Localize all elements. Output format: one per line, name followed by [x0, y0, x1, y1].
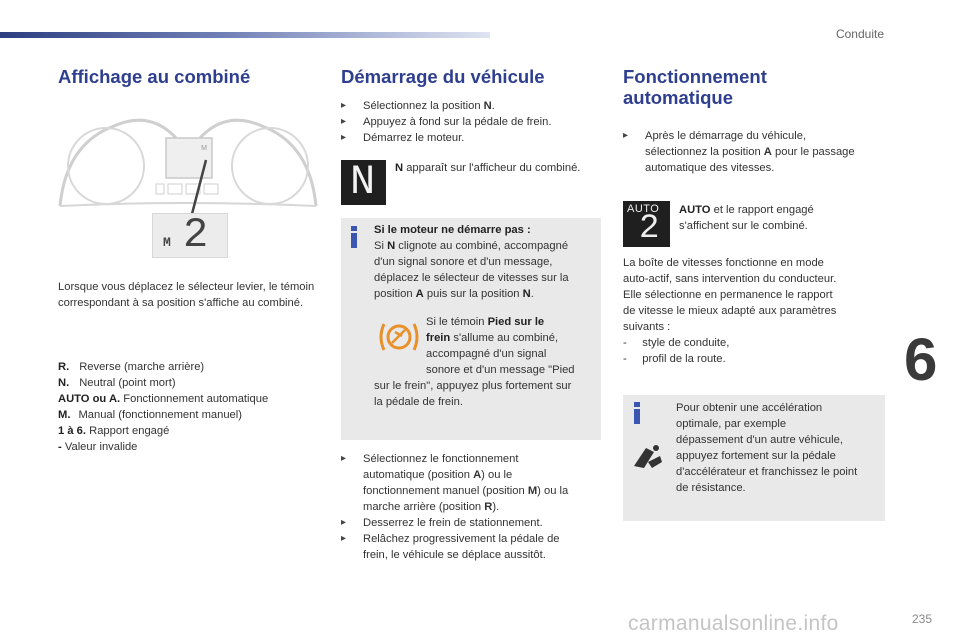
step-item: ▸ Démarrez le moteur.	[341, 132, 465, 144]
step-item: ▸ Sélectionnez la position N.	[341, 100, 495, 112]
brake-warning-text-cont: sur le frein", appuyez plus fortement sur la pédale de frein.	[374, 380, 572, 408]
n-display-note: N apparaît sur l'afficheur du combiné.	[395, 162, 581, 174]
accelerator-pedal-icon	[630, 440, 664, 472]
step-item: ▸ Sélectionnez le fonctionnement automatique (position A) ou le fonctionnement manuel (position M) ou la marche arrière (position R).	[341, 453, 569, 513]
auto-mode-paragraph: La boîte de vitesses fonctionne en mode auto-actif, sans intervention du conducteur. Elle sélectionne en permanence le rapport de vitesse le mieux adapté aux paramètres suivants : - style de conduite, - profil de la route.	[623, 257, 837, 365]
legend-item: M. Manual (fonctionnement manuel)	[58, 409, 242, 421]
step-item: ▸ Après le démarrage du véhicule, sélectionnez la position A pour le passage automatique des vitesses.	[623, 130, 855, 174]
step-item: ▸ Desserrez le frein de stationnement.	[341, 517, 543, 529]
gear-number: 2	[183, 211, 209, 259]
legend-item: R. Reverse (marche arrière)	[58, 361, 205, 373]
step-item: ▸ Relâchez progressivement la pédale de frein, le véhicule se déplace aussitôt.	[341, 533, 560, 561]
chapter-number: 6	[904, 326, 938, 393]
header-bar	[0, 32, 490, 38]
col3-title: Fonctionnement automatique	[623, 66, 767, 108]
acceleration-tip-text: Pour obtenir une accélération optimale, par exemple dépassement d'un autre véhicule, appuyez fortement sur la pédale d'accélérateur et franchissez le point de résistance.	[676, 402, 858, 494]
legend-item: AUTO ou A. Fonctionnement automatique	[58, 393, 269, 405]
info-icon	[349, 226, 359, 248]
info-engine-text: Si le moteur ne démarre pas : Si N clignote au combiné, accompagné d'un signal sonore et d'un message, déplacez le sélecteur de vitesses sur la position A puis sur la position N.	[374, 224, 569, 300]
brake-warning-text: Si le témoin Pied sur le frein s'allume au combiné, accompagné d'un signal sonore et d'un message "Pied	[426, 316, 575, 376]
legend-list	[58, 359, 320, 455]
info-icon	[632, 402, 642, 424]
col1-intro: Lorsque vous déplacez le sélecteur levier, le témoin correspondant à sa position s'affiche au combiné.	[58, 281, 315, 309]
auto-display-tile: AUTO 2	[623, 201, 670, 247]
col1-title: Affichage au combiné	[58, 66, 251, 87]
section-label: Conduite	[835, 27, 884, 41]
instrument-cluster-illustration	[56, 104, 320, 214]
n-display-tile: N	[341, 160, 386, 205]
svg-text:M: M	[201, 145, 207, 152]
auto-display-note: AUTO et le rapport engagé s'affichent sur le combiné.	[679, 204, 814, 232]
page-number: 235	[912, 612, 933, 626]
step-item: ▸ Appuyez à fond sur la pédale de frein.	[341, 116, 552, 128]
col2-title: Démarrage du véhicule	[341, 66, 545, 87]
brake-warning-icon	[378, 320, 420, 354]
watermark: carmanualsonline.info	[628, 612, 839, 635]
legend-item: - Valeur invalide	[58, 441, 138, 453]
gear-mode: M	[163, 235, 171, 250]
legend-item: 1 à 6. Rapport engagé	[58, 425, 170, 437]
legend-item: N. Neutral (point mort)	[58, 377, 176, 389]
gear-display	[152, 213, 228, 258]
